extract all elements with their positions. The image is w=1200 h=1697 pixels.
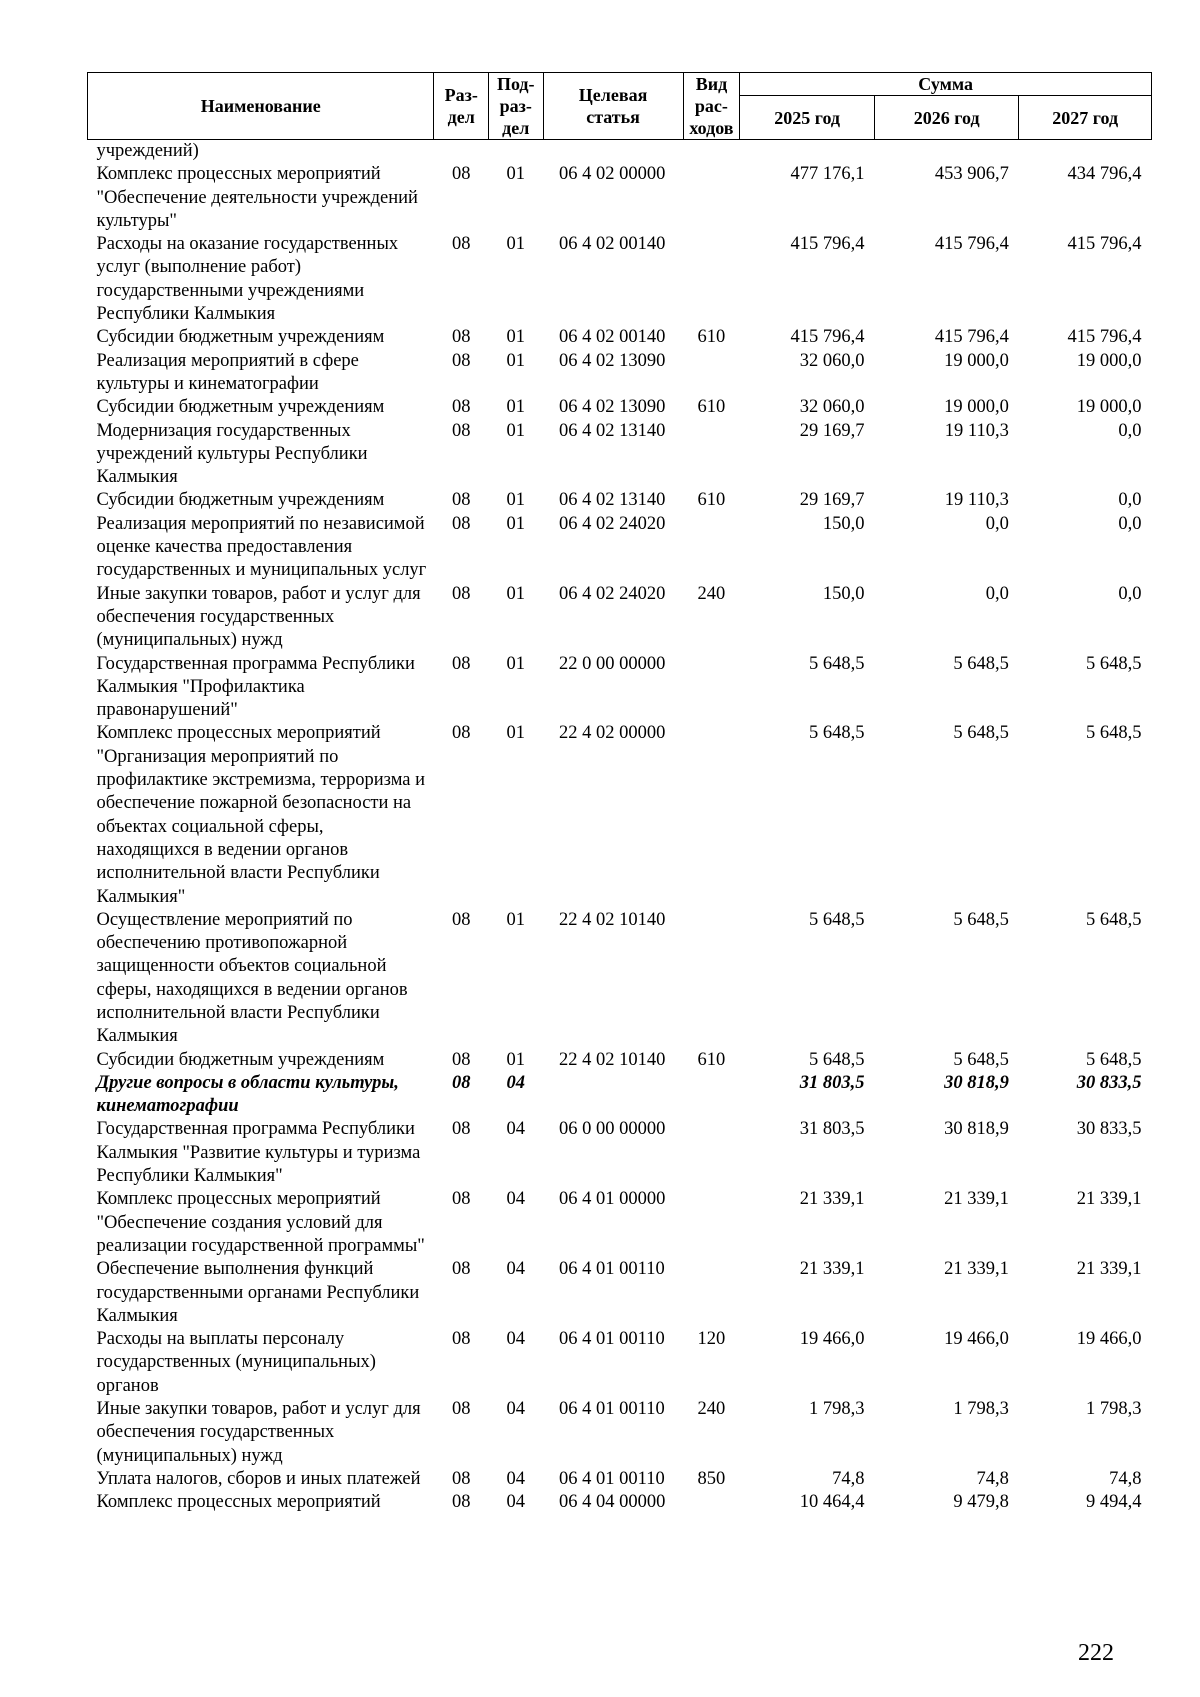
row-name: Модернизация государственных учреждений культуры Республики Калмыкия xyxy=(96,420,368,488)
row-razdel: 08 xyxy=(451,397,471,418)
row-podrazdel: 01 xyxy=(506,420,525,441)
table-row xyxy=(88,1491,1152,1514)
table-header xyxy=(88,73,1152,140)
table-row xyxy=(88,1049,1152,1072)
row-vid xyxy=(683,909,740,1049)
row-amount-2026: 0,0 xyxy=(985,583,1009,604)
row-amount-2026: 9 479,8 xyxy=(953,1492,1009,1513)
row-celevaya xyxy=(543,1072,683,1119)
row-name: Другие вопросы в области культуры, кинематографии xyxy=(96,1072,399,1117)
row-razdel: 08 xyxy=(451,490,471,511)
header-summa: Сумма xyxy=(740,73,1152,96)
row-vid: 610 xyxy=(697,327,726,348)
row-celevaya: 06 4 02 00140 xyxy=(559,327,666,348)
row-celevaya: 06 4 02 00140 xyxy=(559,234,666,255)
row-name: Комплекс процессных мероприятий "Обеспечение деятельности учреждений культуры" xyxy=(96,164,418,231)
row-amount-2025: 31 803,5 xyxy=(799,1119,865,1140)
row-amount-2025: 5 648,5 xyxy=(808,1049,865,1070)
row-podrazdel xyxy=(488,140,543,164)
row-celevaya: 06 4 02 13140 xyxy=(559,420,666,441)
table-body xyxy=(88,140,1152,1515)
row-razdel: 08 xyxy=(451,1072,471,1093)
row-amount-2027: 0,0 xyxy=(1118,490,1142,511)
row-name: Комплекс процессных мероприятий xyxy=(96,1492,381,1513)
row-podrazdel: 01 xyxy=(506,653,525,674)
row-amount-2026: 415 796,4 xyxy=(934,327,1009,348)
row-razdel: 08 xyxy=(451,350,471,371)
row-name: Субсидии бюджетным учреждениям xyxy=(96,1049,385,1070)
row-vid xyxy=(683,653,740,723)
row-razdel: 08 xyxy=(451,1119,471,1140)
row-vid xyxy=(683,1491,740,1514)
table-row xyxy=(88,233,1152,326)
row-razdel: 08 xyxy=(451,583,471,604)
row-amount-2027: 19 000,0 xyxy=(1076,397,1142,418)
row-amount-2027: 5 648,5 xyxy=(1086,909,1142,930)
row-celevaya: 22 4 02 00000 xyxy=(559,723,666,744)
row-razdel xyxy=(434,140,489,164)
row-amount-2025: 74,8 xyxy=(832,1468,865,1489)
row-amount-2026: 30 818,9 xyxy=(944,1119,1009,1140)
row-amount-2026: 19 110,3 xyxy=(944,420,1009,441)
table-row xyxy=(88,722,1152,908)
row-amount-2025: 29 169,7 xyxy=(799,420,865,441)
row-amount-2027: 415 796,4 xyxy=(1067,234,1142,255)
row-name: Государственная программа Республики Калмыкия "Профилактика правонарушений" xyxy=(96,653,415,721)
row-amount-2026: 19 466,0 xyxy=(944,1329,1009,1350)
row-podrazdel: 04 xyxy=(506,1492,525,1513)
row-amount-2026: 19 000,0 xyxy=(944,397,1009,418)
row-amount-2026: 74,8 xyxy=(976,1468,1009,1489)
row-vid xyxy=(683,1072,740,1119)
row-celevaya: 06 4 02 24020 xyxy=(559,583,666,604)
row-razdel: 08 xyxy=(451,1468,471,1489)
row-name: Комплекс процессных мероприятий "Организация мероприятий по профилактике экстремизма, терроризма и обеспечение пожарной безопасности на объектах социальной сферы, находящихся в ведении органов исполнительной власти Республики Калмыкия" xyxy=(96,723,426,907)
row-razdel: 08 xyxy=(451,420,471,441)
row-celevaya: 06 4 02 13140 xyxy=(559,490,666,511)
row-razdel: 08 xyxy=(451,327,471,348)
row-amount-2026: 415 796,4 xyxy=(934,234,1009,255)
row-amount-2025: 5 648,5 xyxy=(808,653,865,674)
row-vid: 610 xyxy=(697,397,726,418)
row-podrazdel: 04 xyxy=(506,1189,525,1210)
row-name: Обеспечение выполнения функций государственными органами Республики Калмыкия xyxy=(96,1259,420,1326)
row-vid xyxy=(683,1118,740,1188)
row-amount-2025 xyxy=(740,140,875,164)
row-amount-2027: 5 648,5 xyxy=(1086,1049,1142,1070)
table-row xyxy=(88,1118,1152,1188)
row-amount-2026: 5 648,5 xyxy=(953,909,1009,930)
row-name: Осуществление мероприятий по обеспечению противопожарной защищенности объектов социальной сферы, находящихся в ведении органов исполнительной власти Республики Калмыкия xyxy=(96,909,408,1047)
row-amount-2025: 150,0 xyxy=(822,513,865,534)
row-vid xyxy=(683,513,740,583)
row-podrazdel: 01 xyxy=(506,327,525,348)
row-amount-2025: 1 798,3 xyxy=(808,1399,865,1420)
row-amount-2027: 9 494,4 xyxy=(1086,1492,1142,1513)
table-row xyxy=(88,420,1152,490)
row-amount-2025: 31 803,5 xyxy=(799,1072,865,1093)
row-celevaya: 06 0 00 00000 xyxy=(559,1119,666,1140)
row-celevaya xyxy=(543,140,683,164)
row-amount-2026: 1 798,3 xyxy=(953,1399,1009,1420)
row-celevaya: 22 0 00 00000 xyxy=(559,653,666,674)
row-vid: 240 xyxy=(697,583,726,604)
table-row xyxy=(88,1072,1152,1119)
page-number: 222 xyxy=(1078,1640,1114,1666)
row-name: Субсидии бюджетным учреждениям xyxy=(96,327,385,348)
row-vid xyxy=(683,163,740,233)
row-vid xyxy=(683,420,740,490)
row-podrazdel: 01 xyxy=(506,723,525,744)
row-amount-2026: 19 110,3 xyxy=(944,490,1009,511)
row-amount-2027: 21 339,1 xyxy=(1076,1259,1142,1280)
row-amount-2025: 19 466,0 xyxy=(799,1329,865,1350)
row-razdel: 08 xyxy=(451,1259,471,1280)
table-row xyxy=(88,163,1152,233)
row-podrazdel: 01 xyxy=(506,164,525,185)
row-name: Уплата налогов, сборов и иных платежей xyxy=(96,1468,421,1489)
row-amount-2026: 453 906,7 xyxy=(934,164,1009,185)
row-amount-2027: 19 000,0 xyxy=(1076,350,1142,371)
table-row xyxy=(88,653,1152,723)
row-amount-2027: 21 339,1 xyxy=(1076,1189,1142,1210)
row-vid xyxy=(683,1188,740,1258)
header-2025: 2025 год xyxy=(740,96,875,140)
row-celevaya: 06 4 01 00000 xyxy=(559,1189,666,1210)
row-amount-2027: 5 648,5 xyxy=(1086,653,1142,674)
row-vid: 610 xyxy=(697,490,726,511)
row-amount-2027: 1 798,3 xyxy=(1086,1399,1142,1420)
row-amount-2025: 5 648,5 xyxy=(808,909,865,930)
row-amount-2025: 150,0 xyxy=(822,583,865,604)
row-name: Реализация мероприятий в сфере культуры и кинематографии xyxy=(96,350,359,394)
row-razdel: 08 xyxy=(451,164,471,185)
row-amount-2027 xyxy=(1019,140,1152,164)
row-vid: 120 xyxy=(697,1329,726,1350)
row-amount-2027: 0,0 xyxy=(1118,420,1142,441)
row-name: Субсидии бюджетным учреждениям xyxy=(96,490,385,511)
row-amount-2027: 30 833,5 xyxy=(1076,1072,1142,1093)
row-podrazdel: 01 xyxy=(506,583,525,604)
row-amount-2026: 0,0 xyxy=(985,513,1009,534)
table-row xyxy=(88,326,1152,349)
row-name: Расходы на выплаты персоналу государственных (муниципальных) органов xyxy=(96,1329,376,1396)
row-podrazdel: 04 xyxy=(506,1119,525,1140)
table-row xyxy=(88,396,1152,419)
row-celevaya: 06 4 02 00000 xyxy=(559,164,666,185)
row-amount-2026: 5 648,5 xyxy=(953,1049,1009,1070)
row-amount-2025: 10 464,4 xyxy=(799,1492,865,1513)
row-name: Государственная программа Республики Калмыкия "Развитие культуры и туризма Республики Калмыкия" xyxy=(96,1119,421,1187)
row-podrazdel: 01 xyxy=(506,397,525,418)
row-celevaya: 06 4 01 00110 xyxy=(559,1399,665,1420)
row-amount-2025: 21 339,1 xyxy=(799,1259,865,1280)
header-vid: Вид рас- ходов xyxy=(683,73,740,140)
row-amount-2027: 19 466,0 xyxy=(1076,1329,1142,1350)
table-row xyxy=(88,583,1152,653)
table-row xyxy=(88,909,1152,1049)
row-podrazdel: 04 xyxy=(506,1399,525,1420)
row-vid xyxy=(683,350,740,397)
row-podrazdel: 04 xyxy=(506,1329,525,1350)
row-amount-2025: 21 339,1 xyxy=(799,1189,865,1210)
table-row xyxy=(88,1328,1152,1398)
row-name: Комплекс процессных мероприятий "Обеспечение создания условий для реализации государственной программы" xyxy=(96,1189,425,1256)
table-row xyxy=(88,350,1152,397)
table-row xyxy=(88,1468,1152,1491)
row-amount-2027: 0,0 xyxy=(1118,513,1142,534)
row-podrazdel: 01 xyxy=(506,513,525,534)
table-row xyxy=(88,1398,1152,1468)
row-amount-2025: 32 060,0 xyxy=(799,350,865,371)
row-name: Расходы на оказание государственных услуг (выполнение работ) государственными учреждениями Республики Калмыкия xyxy=(96,234,399,325)
row-amount-2027: 30 833,5 xyxy=(1076,1119,1142,1140)
row-name: Субсидии бюджетным учреждениям xyxy=(96,397,385,418)
row-amount-2026: 5 648,5 xyxy=(953,653,1009,674)
row-razdel: 08 xyxy=(451,1189,471,1210)
header-2026: 2026 год xyxy=(874,96,1018,140)
row-name: учреждений) xyxy=(96,141,199,161)
row-vid: 240 xyxy=(697,1399,726,1420)
row-vid xyxy=(683,140,740,164)
row-name: Иные закупки товаров, работ и услуг для обеспечения государственных (муниципальных) нужд xyxy=(96,583,421,651)
row-amount-2026: 30 818,9 xyxy=(944,1072,1009,1093)
row-celevaya: 06 4 02 13090 xyxy=(559,350,666,371)
row-podrazdel: 01 xyxy=(506,490,525,511)
row-podrazdel: 01 xyxy=(506,350,525,371)
table-row xyxy=(88,1258,1152,1328)
budget-document xyxy=(87,72,1152,1515)
row-razdel: 08 xyxy=(451,234,471,255)
row-amount-2025: 415 796,4 xyxy=(790,327,865,348)
row-amount-2026: 5 648,5 xyxy=(953,723,1009,744)
row-amount-2027: 415 796,4 xyxy=(1067,327,1142,348)
row-podrazdel: 04 xyxy=(506,1468,525,1489)
row-razdel: 08 xyxy=(451,909,471,930)
row-razdel: 08 xyxy=(451,1492,471,1513)
row-vid xyxy=(683,233,740,326)
row-celevaya: 22 4 02 10140 xyxy=(559,909,666,930)
row-celevaya: 06 4 01 00110 xyxy=(559,1329,665,1350)
row-razdel: 08 xyxy=(451,1329,471,1350)
row-amount-2027: 74,8 xyxy=(1109,1468,1142,1489)
row-podrazdel: 01 xyxy=(506,234,525,255)
row-amount-2025: 29 169,7 xyxy=(799,490,865,511)
table-row xyxy=(88,140,1152,164)
row-amount-2027: 0,0 xyxy=(1118,583,1142,604)
row-name: Реализация мероприятий по независимой оценке качества предоставления государственных и муниципальных услуг xyxy=(96,513,427,581)
table-row xyxy=(88,489,1152,512)
row-name: Иные закупки товаров, работ и услуг для обеспечения государственных (муниципальных) нужд xyxy=(96,1399,421,1466)
row-podrazdel: 04 xyxy=(506,1259,525,1280)
row-celevaya: 22 4 02 10140 xyxy=(559,1049,666,1070)
row-razdel: 08 xyxy=(451,513,471,534)
row-celevaya: 06 4 01 00110 xyxy=(559,1468,665,1489)
header-name: Наименование xyxy=(88,73,434,140)
row-vid xyxy=(683,1258,740,1328)
row-celevaya: 06 4 02 24020 xyxy=(559,513,666,534)
header-razdel: Раз- дел xyxy=(434,73,489,140)
row-razdel: 08 xyxy=(451,723,471,744)
row-amount-2026 xyxy=(874,140,1018,164)
row-razdel: 08 xyxy=(451,1399,471,1420)
row-vid: 610 xyxy=(697,1049,726,1070)
row-celevaya: 06 4 04 00000 xyxy=(559,1492,666,1513)
row-amount-2026: 19 000,0 xyxy=(944,350,1009,371)
budget-table xyxy=(87,72,1152,1515)
row-vid: 850 xyxy=(697,1468,726,1489)
row-amount-2025: 5 648,5 xyxy=(808,723,865,744)
row-celevaya: 06 4 02 13090 xyxy=(559,397,666,418)
row-amount-2027: 434 796,4 xyxy=(1067,164,1142,185)
row-amount-2026: 21 339,1 xyxy=(944,1259,1009,1280)
row-podrazdel: 04 xyxy=(506,1072,525,1093)
row-podrazdel: 01 xyxy=(506,1049,525,1070)
row-amount-2025: 32 060,0 xyxy=(799,397,865,418)
row-razdel: 08 xyxy=(451,1049,471,1070)
row-amount-2025: 415 796,4 xyxy=(790,234,865,255)
header-celevaya: Целевая статья xyxy=(543,73,683,140)
header-2027: 2027 год xyxy=(1019,96,1152,140)
row-amount-2027: 5 648,5 xyxy=(1086,723,1142,744)
row-podrazdel: 01 xyxy=(506,909,525,930)
row-amount-2026: 21 339,1 xyxy=(944,1189,1009,1210)
row-celevaya: 06 4 01 00110 xyxy=(559,1259,665,1280)
table-row xyxy=(88,1188,1152,1258)
row-amount-2025: 477 176,1 xyxy=(790,164,865,185)
header-podrazdel: Под- раз- дел xyxy=(488,73,543,140)
row-vid xyxy=(683,722,740,908)
row-razdel: 08 xyxy=(451,653,471,674)
table-row xyxy=(88,513,1152,583)
